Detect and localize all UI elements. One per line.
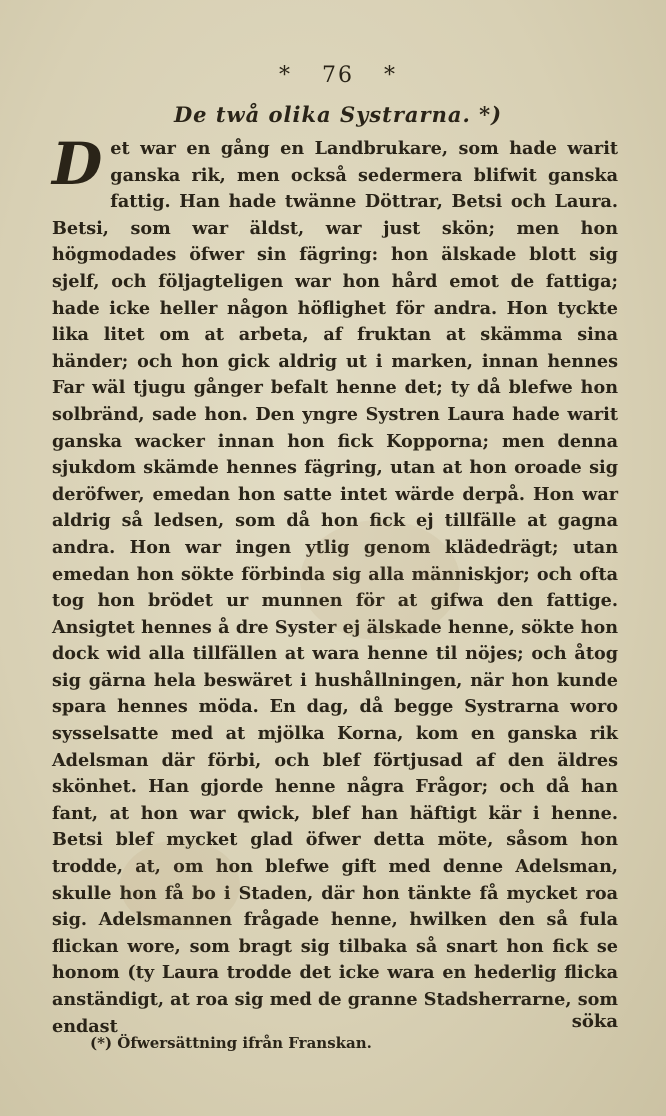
chapter-title: De twå olika Systrarna. *): [173, 102, 503, 127]
header-ornament-left: *: [279, 62, 292, 88]
header-ornament-right: *: [384, 62, 397, 88]
page-number: 76: [322, 62, 354, 88]
paper-stain: [120, 840, 240, 930]
footnote: (*) Öfwersättning ifrån Franskan.: [90, 1034, 372, 1052]
drop-cap: D: [52, 130, 103, 198]
paper-stain: [300, 520, 460, 640]
body-paragraph: et war en gång en Landbrukare, som hade warit ganska rik, men också sedermera blifwit ganska fattig. Han hade twänne Döttrar, Betsi och Laura. Betsi, som war äldst, war just skön; men hon högmodades öfwer sin fägring: hon älskade blott sig sjelf, och följagteligen war hon hård emot de fattiga; hade icke heller någon höflighet för andra. Hon tyckte lika litet om at arbeta, af fruktan at skämma sina händer; och hon gick aldrig ut i marken, innan hennes Far wäl tjugu gånger befalt henne det; ty då blefwe hon solbränd, sade hon. Den yngre Systren Laura hade warit ganska wacker innan hon fick Kopporna; men denna sjukdom skämde hennes fägring, utan at hon oroade sig deröfwer, emedan hon satte intet wärde derpå. Hon war aldrig så ledsen, som då hon fick ej tillfälle at gagna andra. Hon war ingen ytlig genom klädedrägt; utan emedan hon sökte förbinda sig alla människjor; och ofta tog hon brödet ur munnen för at gifwa den fattige. Ansigtet hennes å dre Syster ej älskade henne, sökte hon dock wid alla tillfällen at wara henne til nöjes; och åtog sig gärna hela beswäret i hushållningen, när hon kunde spara hennes möda. En dag, då begge Systrarna woro sysselsatte med at mjölka Korna, kom en ganska rik Adelsman där förbi, och blef förtjusad af den äldres skönhet. Han gjorde henne några Frågor; och då han fant, at hon war qwick, blef han häftigt kär i henne. Betsi blef mycket glad öfwer detta möte, såsom hon trodde, at, om hon blefwe gift med denne Adelsman, skulle hon få bo i Staden, där hon tänkte få mycket roa sig. Adelsmannen frågade henne, hwilken den så fula flickan wore, som bragt sig tilbaka så snart hon fick se honom (ty Laura trodde det icke wara en hederlig flicka anständigt, at roa sig med de granne Stadsherrarne, som endast: [52, 138, 618, 1037]
catchword: söka: [571, 1011, 618, 1032]
page-header: [52, 58, 624, 92]
